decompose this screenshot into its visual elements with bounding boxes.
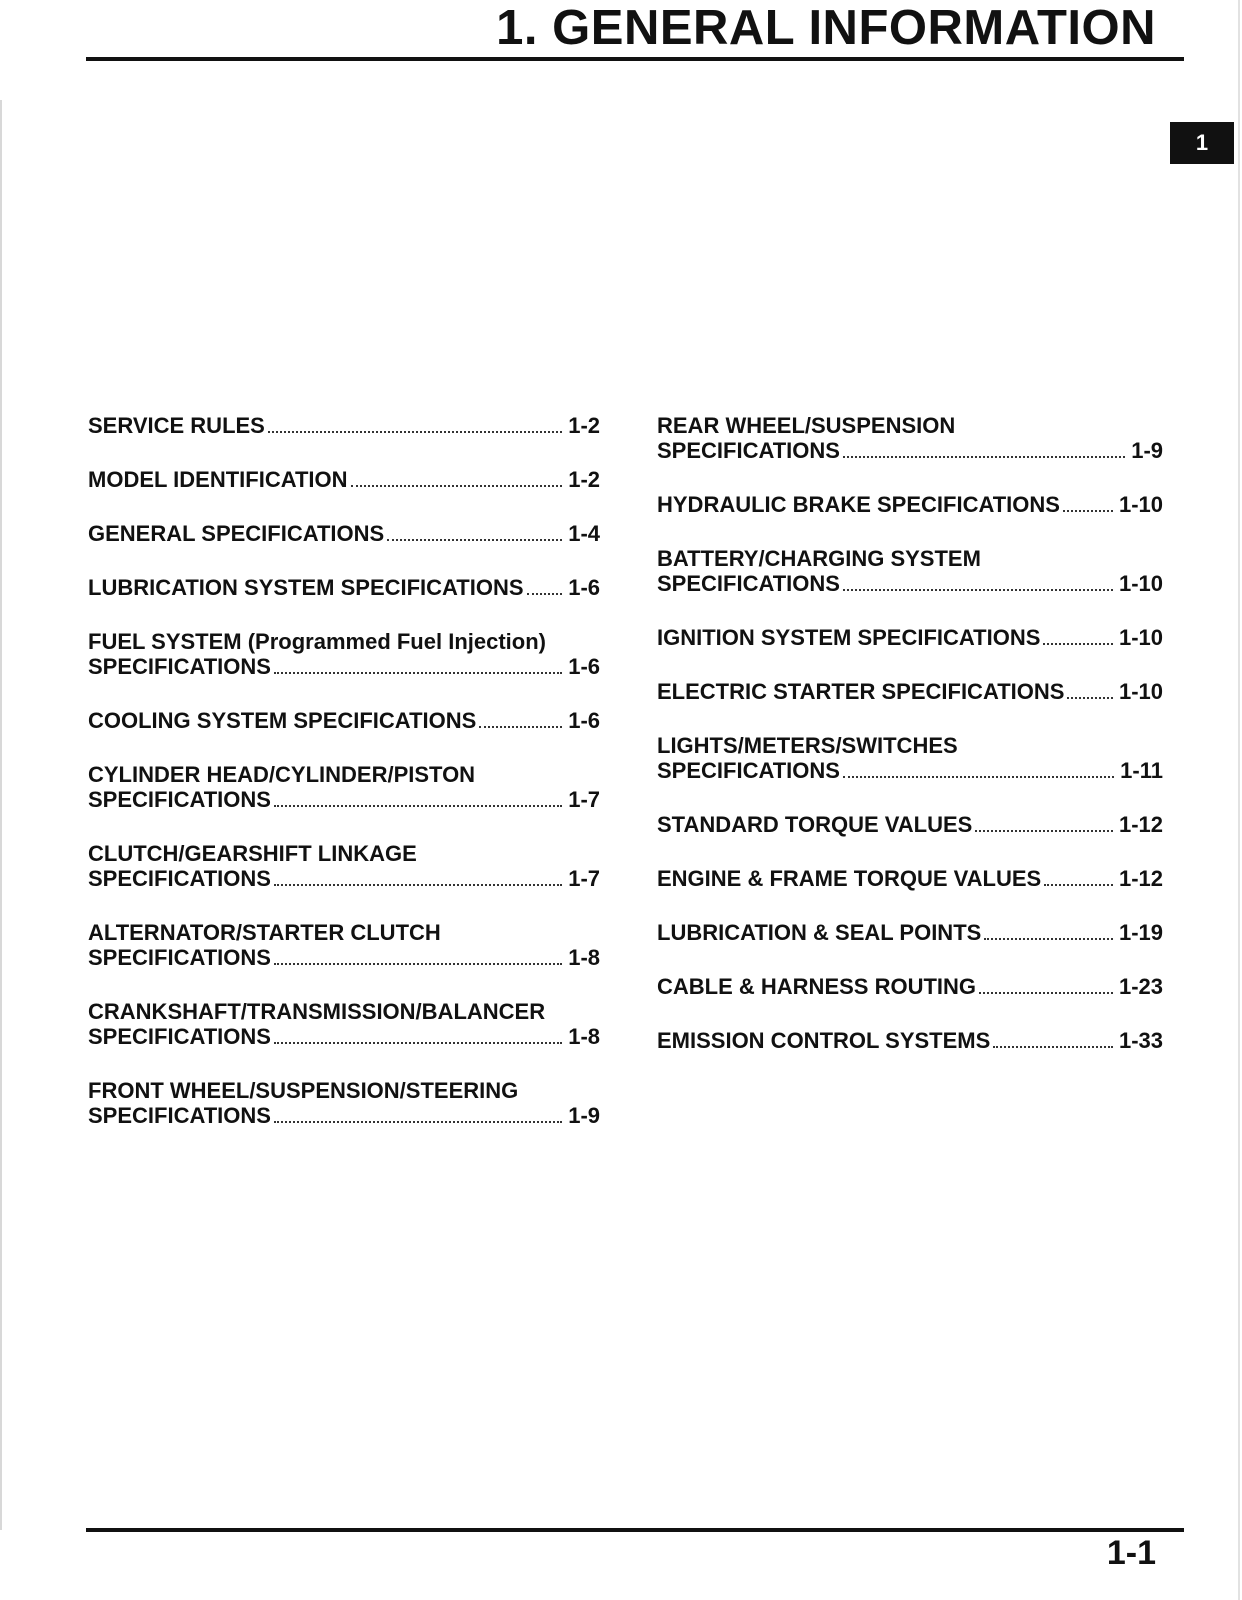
section-tab[interactable]: 1 [1170,122,1234,164]
toc-entry-row [657,812,1163,837]
toc-entry[interactable] [88,413,600,438]
leader-dots [975,830,1113,832]
toc-entry-label: MODEL IDENTIFICATION [88,467,348,492]
toc-entry[interactable] [657,413,1163,463]
toc-entry-label: SPECIFICATIONS [88,654,271,679]
toc-entry[interactable] [657,866,1163,891]
toc-entry-row [88,1024,600,1049]
toc-entry-page: 1-4 [568,521,600,546]
leader-dots [843,776,1114,778]
toc-entry-label: SPECIFICATIONS [657,571,840,596]
page-edge-left [0,100,2,1530]
toc-entry-row [657,679,1163,704]
leader-dots [274,1042,562,1044]
toc-entry-page: 1-11 [1120,758,1163,783]
toc-entry-page: 1-23 [1118,974,1163,999]
toc-entry-row [88,575,600,600]
leader-dots [274,672,562,674]
toc-entry-label: GENERAL SPECIFICATIONS [88,521,385,546]
toc-entry-heading: ALTERNATOR/STARTER CLUTCH [88,920,441,945]
toc-entry-label: SPECIFICATIONS [88,866,271,891]
toc-entry-page: 1-10 [1118,625,1163,650]
toc-entry-row [657,974,1163,999]
header-rule [86,57,1184,61]
toc-entry-label: SPECIFICATIONS [88,1103,271,1128]
toc-entry-label: SPECIFICATIONS [88,945,271,970]
toc-entry-page: 1-7 [568,787,600,812]
toc-entry[interactable] [657,1028,1163,1053]
toc-entry[interactable] [88,762,600,812]
toc-entry-label: IGNITION SYSTEM SPECIFICATIONS [657,625,1041,650]
leader-dots [274,963,562,965]
toc-left-column [88,413,600,1157]
toc-entry-page: 1-8 [568,1024,600,1049]
toc-entry[interactable] [88,841,600,891]
toc-entry-label: COOLING SYSTEM SPECIFICATIONS [88,708,477,733]
leader-dots [1043,643,1113,645]
toc-entry-heading: CLUTCH/GEARSHIFT LINKAGE [88,841,417,866]
toc-entry-page: 1-2 [568,467,600,492]
toc-entry-label: LUBRICATION SYSTEM SPECIFICATIONS [88,575,524,600]
toc-entry-row [88,708,600,733]
toc-entry-row [88,521,600,546]
page-title: 1. GENERAL INFORMATION [496,1,1156,55]
toc-entry-page: 1-10 [1118,571,1163,596]
toc-entry[interactable] [88,1078,600,1128]
toc-entry[interactable] [88,999,600,1049]
page-number: 1-1 [1106,1534,1156,1572]
toc-entry-page: 1-12 [1118,866,1163,891]
toc-entry-label: SPECIFICATIONS [88,787,271,812]
toc-entry-row [88,945,600,970]
toc-entry-row [88,654,600,679]
toc-entry[interactable] [657,679,1163,704]
toc-entry-label: SPECIFICATIONS [657,438,840,463]
toc-entry-row [657,492,1163,517]
page-edge-right [1238,0,1240,1600]
toc-entry[interactable] [657,974,1163,999]
toc-entry-label: ELECTRIC STARTER SPECIFICATIONS [657,679,1065,704]
toc-entry-row [657,625,1163,650]
leader-dots [387,539,562,541]
toc-entry-page: 1-6 [568,575,600,600]
toc-entry[interactable] [88,521,600,546]
leader-dots [1063,510,1113,512]
toc-entry-row [657,758,1163,783]
toc-entry-page: 1-7 [568,866,600,891]
leader-dots [1044,884,1113,886]
toc-entry-label: SERVICE RULES [88,413,265,438]
toc-entry-label: SPECIFICATIONS [88,1024,271,1049]
toc-entry[interactable] [657,733,1163,783]
toc-entry-heading: CRANKSHAFT/TRANSMISSION/BALANCER [88,999,546,1024]
leader-dots [274,805,562,807]
toc-entry-row [657,438,1163,463]
toc-entry-heading: LIGHTS/METERS/SWITCHES [657,733,958,758]
toc-entry[interactable] [657,492,1163,517]
toc-entry[interactable] [88,920,600,970]
toc-entry-row [88,467,600,492]
toc-entry-page: 1-10 [1118,492,1163,517]
leader-dots [984,938,1113,940]
toc-entry-row [657,1028,1163,1053]
toc-entry-heading: FRONT WHEEL/SUSPENSION/STEERING [88,1078,519,1103]
leader-dots [1067,697,1113,699]
leader-dots [351,485,563,487]
footer-rule [86,1528,1184,1532]
toc-entry-page: 1-33 [1118,1028,1163,1053]
toc-entry-row [657,571,1163,596]
toc-entry-page: 1-9 [1131,438,1163,463]
leader-dots [979,992,1113,994]
toc-entry[interactable] [657,546,1163,596]
toc-entry-heading: FUEL SYSTEM (Programmed Fuel Injection) [88,629,546,654]
leader-dots [993,1046,1113,1048]
leader-dots [479,726,562,728]
toc-entry-row [88,413,600,438]
leader-dots [527,593,563,595]
toc-entry-heading: REAR WHEEL/SUSPENSION [657,413,956,438]
toc-entry[interactable] [657,920,1163,945]
toc-entry-row [657,866,1163,891]
toc-entry-label: LUBRICATION & SEAL POINTS [657,920,982,945]
leader-dots [274,1121,562,1123]
toc-entry-label: ENGINE & FRAME TORQUE VALUES [657,866,1042,891]
toc-entry-page: 1-19 [1118,920,1163,945]
leader-dots [268,431,562,433]
toc-entry-row [88,787,600,812]
toc-entry[interactable] [657,812,1163,837]
toc-entry-row [657,920,1163,945]
toc-entry-row [88,1103,600,1128]
toc-entry-row [88,866,600,891]
leader-dots [843,589,1113,591]
toc-right-column [657,413,1163,1082]
toc-entry-heading: CYLINDER HEAD/CYLINDER/PISTON [88,762,476,787]
toc-entry-label: EMISSION CONTROL SYSTEMS [657,1028,991,1053]
toc-entry[interactable] [657,625,1163,650]
toc-entry[interactable] [88,575,600,600]
toc-entry-page: 1-10 [1118,679,1163,704]
toc-entry-label: SPECIFICATIONS [657,758,840,783]
toc-entry-page: 1-6 [568,708,600,733]
leader-dots [843,456,1125,458]
toc-entry-page: 1-2 [568,413,600,438]
toc-entry-page: 1-12 [1118,812,1163,837]
toc-entry-label: HYDRAULIC BRAKE SPECIFICATIONS [657,492,1060,517]
toc-entry-page: 1-6 [568,654,600,679]
toc-entry[interactable] [88,467,600,492]
leader-dots [274,884,562,886]
toc-entry-label: STANDARD TORQUE VALUES [657,812,973,837]
toc-entry-label: CABLE & HARNESS ROUTING [657,974,977,999]
toc-entry[interactable] [88,629,600,679]
toc-entry-heading: BATTERY/CHARGING SYSTEM [657,546,981,571]
toc-entry-page: 1-8 [568,945,600,970]
toc-entry-page: 1-9 [568,1103,600,1128]
toc-entry[interactable] [88,708,600,733]
